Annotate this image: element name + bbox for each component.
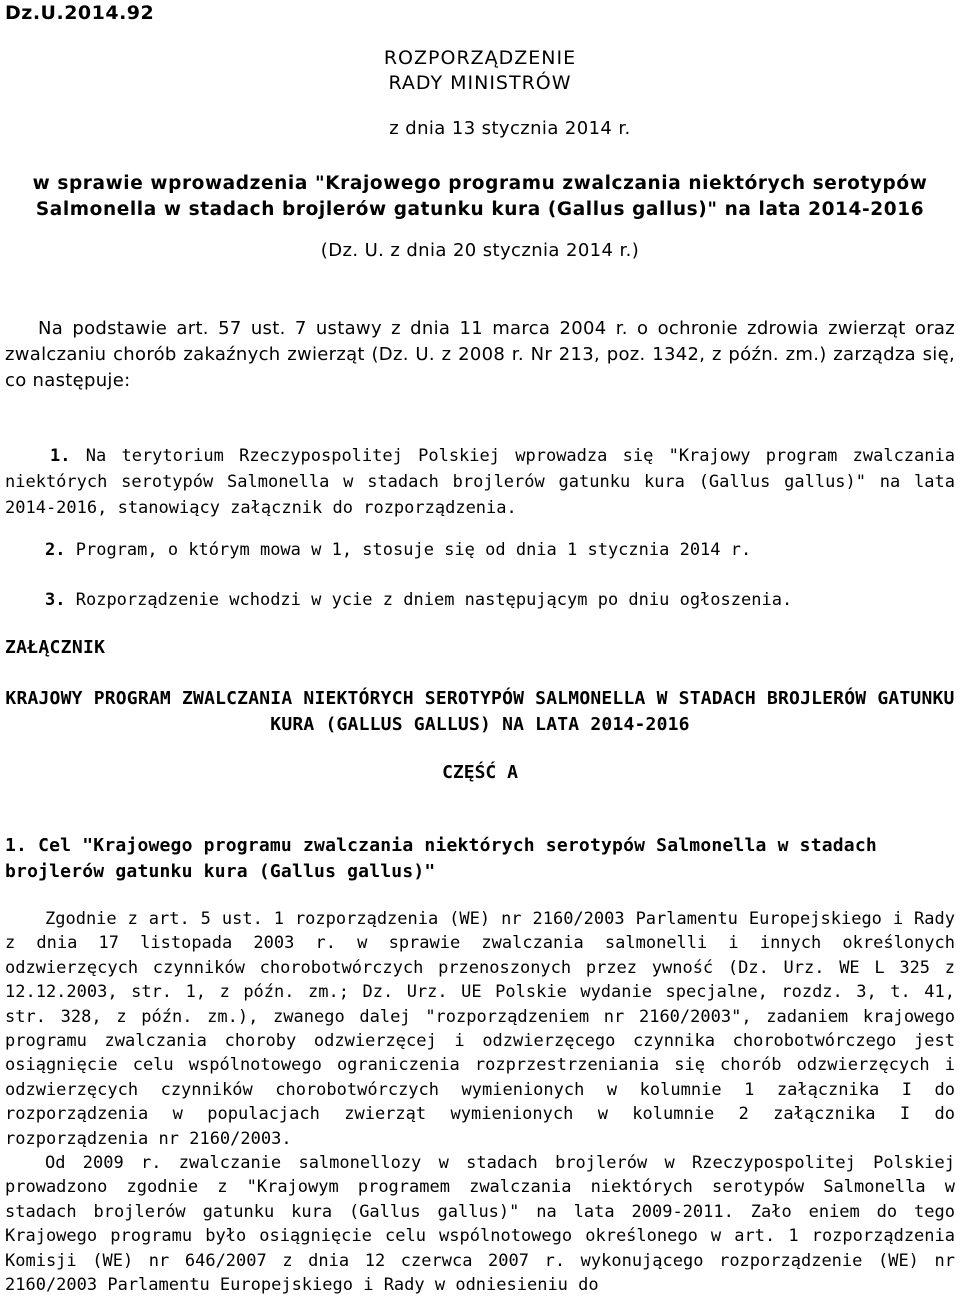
annex-section-heading: 1. Cel "Krajowego programu zwalczania niektórych serotypów Salmonella w stadach brojlerów gatunku kura (Gallus gallus)" [5, 835, 877, 882]
section-number: 3. [45, 590, 66, 610]
document-title [0, 46, 960, 96]
section-1 [5, 443, 955, 521]
journal-reference: Dz.U.2014.92 [5, 2, 155, 24]
document-subject [0, 171, 960, 223]
annex-paragraph-2: Od 2009 r. zwalczanie salmonellozy w stadach brojlerów w Rzeczypospolitej Polskiej prowadzono zgodnie z "Krajowym programem zwalczania niektórych serotypów Salmonella w stadach brojlerów gatunku kura (Gallus gallus)" na lata 2009-2011. Zało eniem do tego Krajowego programu było osiągnięcie celu wspólnotowego określonego w art. 1 rozporządzenia Komisji (WE) nr 646/2007 z dnia 12 czerwca 2007 r. wykonującego rozporządzenie (WE) nr 2160/2003 Parlamentu Europejskiego i Rady w odniesieniu do [5, 1153, 955, 1296]
section-number: 1. [50, 446, 71, 466]
preamble: Na podstawie art. 57 ust. 7 ustawy z dnia 11 marca 2004 r. o ochronie zdrowia zwierząt oraz zwalczaniu chorób zakaźnych zwierząt (Dz. U. z 2008 r. Nr 213, poz. 1342, z późn. zm.) zarządza się, co następuje: [5, 318, 955, 391]
annex-part-heading: CZĘŚĆ A [442, 762, 518, 783]
section-2 [45, 540, 751, 560]
annex-paragraph-1: Zgodnie z art. 5 ust. 1 rozporządzenia (WE) nr 2160/2003 Parlamentu Europejskiego i Rady z dnia 17 listopada 2003 r. w sprawie zwalczania salmonelli i innych określonych odzwierzęcych czynników chorobotwórczych przenoszonych przez ywność (Dz. Urz. WE L 325 z 12.12.2003, str. 1, z późn. zm.; Dz. Urz. UE Polskie wydanie specjalne, rozdz. 3, t. 41, str. 328, z późn. zm.), zwanego dalej "rozporządzeniem nr 2160/2003", zadaniem krajowego programu zwalczania choroby odzwierzęcej i odzwierzęcego czynnika chorobotwórczego jest osiągnięcie celu wspólnotowego ograniczenia rozprzestrzeniania się chorób odzwierzęcych i odzwierzęcych czynników chorobotwórczych wymienionych w kolumnie 1 załącznika I do rozporządzenia w populacjach zwierząt wymienionych w kolumnie 2 załącznika I do rozporządzenia nr 2160/2003. [5, 909, 955, 1149]
section-3 [45, 590, 792, 610]
subject-line-2: Salmonella w stadach brojlerów gatunku kura (Gallus gallus)" na lata 2014-2016 [35, 199, 925, 220]
annex-program-title: KRAJOWY PROGRAM ZWALCZANIA NIEKTÓRYCH SEROTYPÓW SALMONELLA W STADACH BROJLERÓW GATUNKU KURA (GALLUS GALLUS) NA LATA 2014-2016 [5, 688, 955, 735]
subject-line-1: w sprawie wprowadzenia "Krajowego programu zwalczania niektórych serotypów [32, 173, 928, 194]
annex-label: ZAŁĄCZNIK [5, 637, 106, 658]
title-line-1: ROZPORZĄDZENIE [383, 47, 577, 69]
section-text: Rozporządzenie wchodzi w ycie z dniem następującym po dniu ogłoszenia. [75, 590, 793, 610]
publication-info: (Dz. U. z dnia 20 stycznia 2014 r.) [320, 240, 640, 261]
section-text: Program, o którym mowa w 1, stosuje się od dnia 1 stycznia 2014 r. [75, 540, 752, 560]
title-line-2: RADY MINISTRÓW [388, 72, 572, 94]
document-date: z dnia 13 stycznia 2014 r. [389, 118, 631, 139]
annex-body [5, 907, 955, 1298]
section-text: Na terytorium Rzeczypospolitej Polskiej wprowadza się "Krajowy program zwalczania niektórych serotypów Salmonella w stadach brojlerów gatunku kura (Gallus gallus)" na lata 2014-2016, stanowiący załącznik do rozporządzenia. [5, 446, 955, 518]
section-number: 2. [45, 540, 66, 560]
